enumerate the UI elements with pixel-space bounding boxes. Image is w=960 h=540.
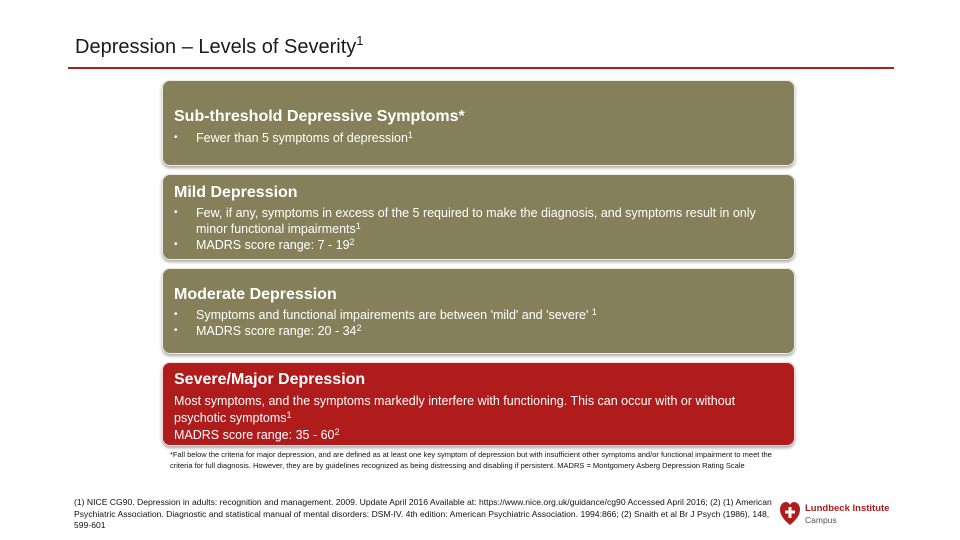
- card-subthreshold: [162, 80, 795, 166]
- card-moderate: [162, 268, 795, 354]
- lundbeck-logo: [780, 499, 910, 529]
- bullet-item: • Few, if any, symptoms in excess of the 5 required to make the diagnosis, and symptoms result in only minor functional impairments$^1$: [174, 205, 787, 237]
- card-title: Sub-threshold Depressive Symptoms*: [174, 108, 465, 125]
- card-severe: [162, 362, 795, 446]
- heart-cross-icon: [780, 501, 800, 527]
- bullet-list: [174, 307, 795, 339]
- references: (1) NICE CG90. Depression in adults: recognition and management. 2009. Update April 2016 Available at: https://www.nice.org.uk/guidance/cg90 Accessed April 2016; (2) (1) American Psychiatric Association. Diagnostic and statistical manual of mental disorders: DSM-IV. 4th edition: American Psychiatric Association. 1994:866; (2) Snaith et al Br J Psych (1986), 148, 599-601: [74, 497, 772, 530]
- bullet-item: • MADRS score range: $20 - 34^2$: [174, 323, 795, 339]
- bullet-item: • Fewer than 5 symptoms of depression$^1$: [174, 130, 795, 146]
- bullet-list: [174, 205, 795, 253]
- card-score-range: MADRS score range: $35 - 60^2$: [174, 427, 340, 442]
- card-title: Moderate Depression: [174, 286, 337, 303]
- logo-title: Lundbeck Institute: [805, 503, 890, 514]
- footnote: *Fall below the criteria for major depression, and are defined as at least one key symptom of depression but with insufficient other symptoms and/or functional impairment to meet the criteria for full diagnosis. However, they are by guidelines recognized as being distressing and disabling if persistent. MADRS = Montgomery Asberg Depression Rating Scale: [170, 450, 772, 470]
- bullet-item: • Symptoms and functional impairements are between 'mild' and 'severe' $^1$: [174, 307, 795, 323]
- card-title: Mild Depression: [174, 184, 298, 201]
- logo-subtitle: Campus: [805, 515, 837, 525]
- card-description: Most symptoms, and the symptoms markedly interfere with functioning. This can occur with or without psychotic symptoms$^1$: [174, 394, 736, 425]
- page-title: Depression – Levels of Severity$^1$: [75, 33, 364, 58]
- title-divider: [68, 67, 894, 69]
- card-title: Severe/Major Depression: [174, 371, 366, 388]
- card-mild: [162, 174, 795, 260]
- title-superscript: 1: [356, 33, 364, 48]
- bullet-list: [174, 130, 795, 146]
- bullet-item: • MADRS score range: $7 - 19^2$: [174, 237, 787, 253]
